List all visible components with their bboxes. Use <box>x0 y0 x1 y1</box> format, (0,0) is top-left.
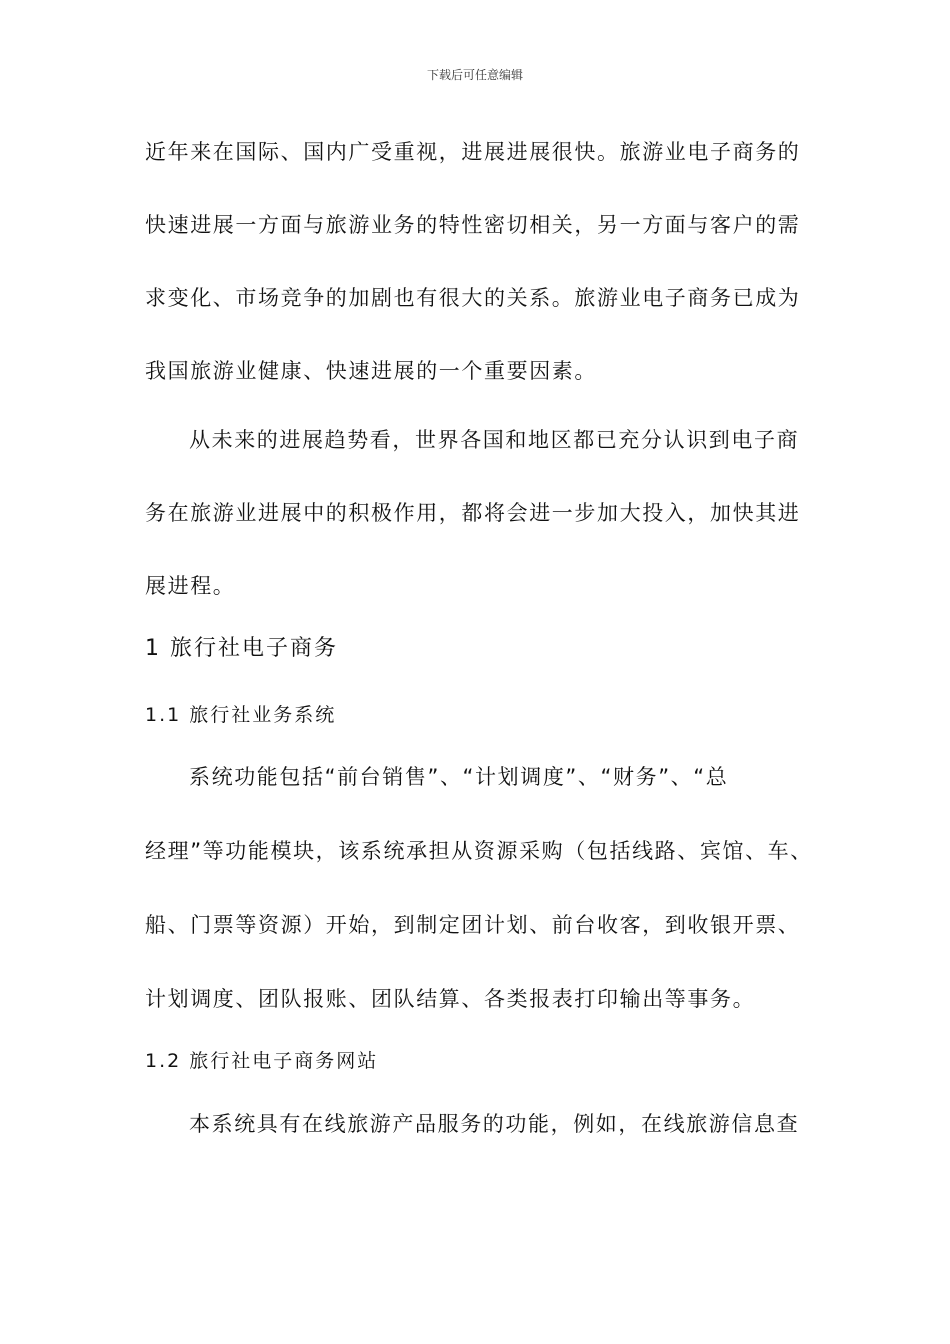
paragraph-2-line-1: 从未来的进展趋势看，世界各国和地区都已充分认识到电子商 <box>189 428 800 452</box>
paragraph-1-line-3: 求变化、市场竞争的加剧也有很大的关系。旅游业电子商务已成为 <box>145 286 801 310</box>
section-1-1-heading: 1.1 旅行社业务系统 <box>145 704 337 726</box>
page-header-note: 下载后可任意编辑 <box>426 68 523 82</box>
section-1-2-heading: 1.2 旅行社电子商务网站 <box>145 1050 379 1072</box>
paragraph-1-line-1: 近年来在国际、国内广受重视，进展进展很快。旅游业电子商务的 <box>145 140 801 164</box>
paragraph-1-line-2: 快速进展一方面与旅游业务的特性密切相关，另一方面与客户的需 <box>145 213 801 237</box>
paragraph-2-line-2: 务在旅游业进展中的积极作用，都将会进一步加大投入，加快其进 <box>145 501 801 525</box>
section-1-heading: 1 旅行社电子商务 <box>145 636 338 661</box>
section-1-1-line-4: 计划调度、团队报账、团队结算、各类报表打印输出等事务。 <box>145 987 756 1011</box>
section-1-1-line-3: 船、门票等资源）开始，到制定团计划、前台收客，到收银开票、 <box>145 913 801 937</box>
paragraph-1-line-4: 我国旅游业健康、快速进展的一个重要因素。 <box>145 359 597 383</box>
section-1-1-line-2: 经理”等功能模块，该系统承担从资源采购（包括线路、宾馆、车、 <box>145 839 813 863</box>
paragraph-2-line-3: 展进程。 <box>145 574 236 598</box>
section-1-2-line-1: 本系统具有在线旅游产品服务的功能，例如，在线旅游信息查 <box>189 1112 800 1136</box>
section-1-1-line-1: 系统功能包括“前台销售”、“计划调度”、“财务”、“总 <box>189 765 729 789</box>
